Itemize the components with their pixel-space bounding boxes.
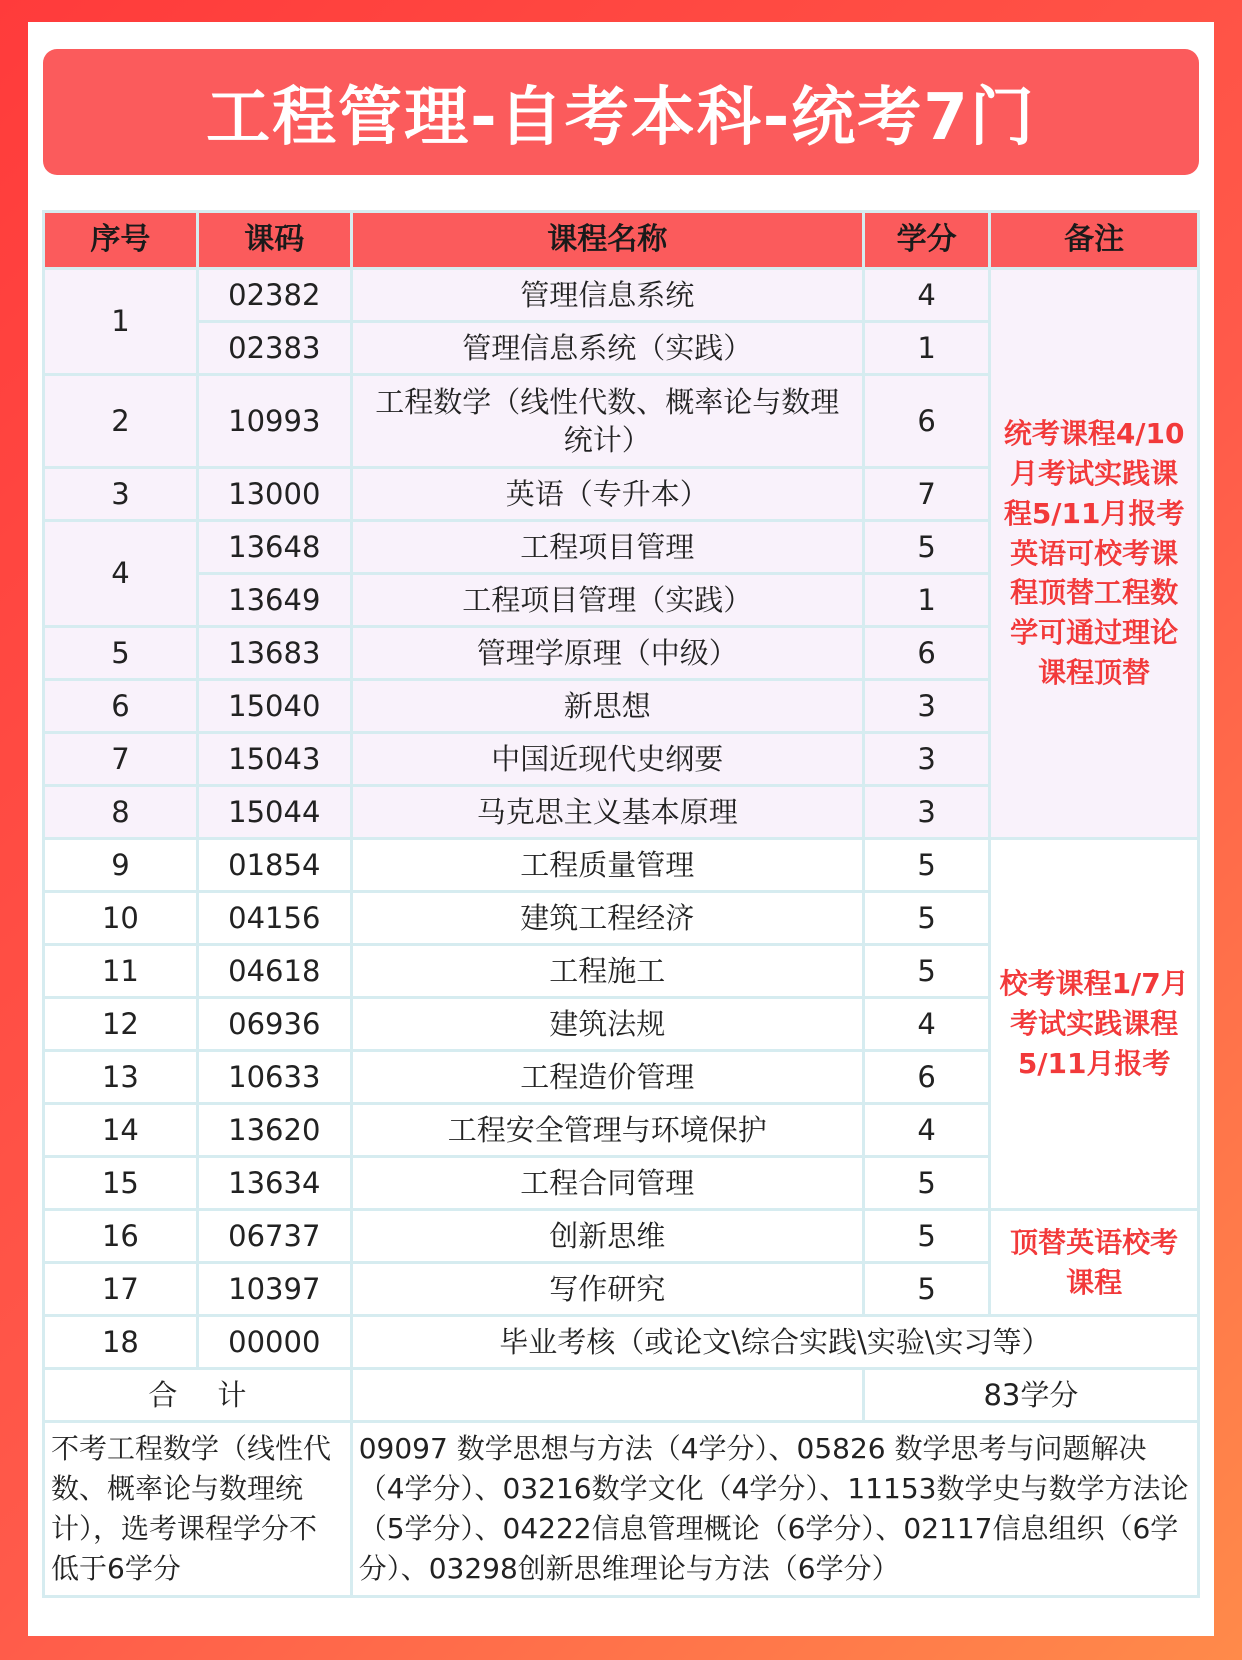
- row-credit: 5: [863, 945, 989, 998]
- row-code: 04618: [197, 945, 351, 998]
- row-code: 01854: [197, 839, 351, 892]
- row-no: 9: [44, 839, 198, 892]
- row-name: 工程数学（线性代数、概率论与数理统计）: [351, 375, 863, 468]
- header-note: 备注: [990, 212, 1199, 269]
- course-table: [42, 210, 1200, 1598]
- row-code: 04156: [197, 892, 351, 945]
- row-credit: 3: [863, 733, 989, 786]
- row-credit: 1: [863, 322, 989, 375]
- row-credit: 4: [863, 998, 989, 1051]
- row-name: 管理学原理（中级）: [351, 627, 863, 680]
- note-unified: 统考课程4/10月考试实践课程5/11月报考英语可校考课程顶替工程数学可通过理论课程顶替: [990, 269, 1199, 839]
- row-name: 工程安全管理与环境保护: [351, 1104, 863, 1157]
- footer-row: [44, 1422, 1199, 1597]
- table-header-row: [44, 212, 1199, 269]
- row-credit: 5: [863, 1263, 989, 1316]
- row-name: 建筑工程经济: [351, 892, 863, 945]
- row-no: 18: [44, 1316, 198, 1369]
- row-name: 英语（专升本）: [351, 468, 863, 521]
- row-credit: 5: [863, 839, 989, 892]
- row-code: 06936: [197, 998, 351, 1051]
- row-no: 15: [44, 1157, 198, 1210]
- row-no: 5: [44, 627, 198, 680]
- row-credit: 6: [863, 375, 989, 468]
- row-no: 4: [44, 521, 198, 627]
- row-name: 工程施工: [351, 945, 863, 998]
- row-code: 10633: [197, 1051, 351, 1104]
- total-blank: [351, 1369, 863, 1422]
- row-credit: 4: [863, 1104, 989, 1157]
- footer-left-note: 不考工程数学（线性代数、概率论与数理统计），选考课程学分不低于6学分: [44, 1422, 352, 1597]
- row-credit: 5: [863, 521, 989, 574]
- total-row: [44, 1369, 1199, 1422]
- row-code: 15040: [197, 680, 351, 733]
- row-credit: 1: [863, 574, 989, 627]
- total-label: 合计: [44, 1369, 352, 1422]
- row-name: 中国近现代史纲要: [351, 733, 863, 786]
- row-no: 8: [44, 786, 198, 839]
- row-name: 工程造价管理: [351, 1051, 863, 1104]
- header-name: 课程名称: [351, 212, 863, 269]
- row-no: 3: [44, 468, 198, 521]
- row-credit: 5: [863, 892, 989, 945]
- row-credit: 7: [863, 468, 989, 521]
- table-row: [44, 1210, 1199, 1263]
- header-no: 序号: [44, 212, 198, 269]
- row-no: 12: [44, 998, 198, 1051]
- row-code: 13649: [197, 574, 351, 627]
- row-code: 13683: [197, 627, 351, 680]
- row-credit: 5: [863, 1210, 989, 1263]
- table-row: [44, 269, 1199, 322]
- row-name: 创新思维: [351, 1210, 863, 1263]
- row-code: 13648: [197, 521, 351, 574]
- row-no: 6: [44, 680, 198, 733]
- row-credit: 6: [863, 627, 989, 680]
- row-name: 工程质量管理: [351, 839, 863, 892]
- page-title: 工程管理-自考本科-统考7门: [43, 49, 1199, 175]
- row-credit: 4: [863, 269, 989, 322]
- row-credit: 5: [863, 1157, 989, 1210]
- note-replace: 顶替英语校考课程: [990, 1210, 1199, 1316]
- row-credit: 3: [863, 786, 989, 839]
- row-name: 马克思主义基本原理: [351, 786, 863, 839]
- row-code: 02382: [197, 269, 351, 322]
- row-no: 16: [44, 1210, 198, 1263]
- row-code: 06737: [197, 1210, 351, 1263]
- row-no: 13: [44, 1051, 198, 1104]
- row-name: 管理信息系统: [351, 269, 863, 322]
- row-name: 毕业考核（或论文\综合实践\实验\实习等）: [351, 1316, 1198, 1369]
- row-no: 10: [44, 892, 198, 945]
- row-code: 15044: [197, 786, 351, 839]
- row-code: 10397: [197, 1263, 351, 1316]
- row-code: 02383: [197, 322, 351, 375]
- row-no: 1: [44, 269, 198, 375]
- row-code: 13000: [197, 468, 351, 521]
- row-no: 11: [44, 945, 198, 998]
- row-name: 工程合同管理: [351, 1157, 863, 1210]
- row-code: 00000: [197, 1316, 351, 1369]
- row-credit: 3: [863, 680, 989, 733]
- row-code: 13620: [197, 1104, 351, 1157]
- row-name: 写作研究: [351, 1263, 863, 1316]
- note-school: 校考课程1/7月考试实践课程5/11月报考: [990, 839, 1199, 1210]
- content-card: [28, 22, 1214, 1636]
- row-name: 管理信息系统（实践）: [351, 322, 863, 375]
- table-row: [44, 839, 1199, 892]
- row-name: 工程项目管理: [351, 521, 863, 574]
- table-row-thesis: [44, 1316, 1199, 1369]
- header-code: 课码: [197, 212, 351, 269]
- row-no: 14: [44, 1104, 198, 1157]
- row-no: 7: [44, 733, 198, 786]
- row-credit: 6: [863, 1051, 989, 1104]
- row-no: 17: [44, 1263, 198, 1316]
- row-name: 工程项目管理（实践）: [351, 574, 863, 627]
- total-value: 83学分: [863, 1369, 1198, 1422]
- row-name: 建筑法规: [351, 998, 863, 1051]
- row-code: 10993: [197, 375, 351, 468]
- row-code: 13634: [197, 1157, 351, 1210]
- header-credit: 学分: [863, 212, 989, 269]
- row-no: 2: [44, 375, 198, 468]
- footer-elective-list: 09097 数学思想与方法（4学分）、05826 数学思考与问题解决（4学分）、03216数学文化（4学分）、11153数学史与数学方法论（5学分）、04222信息管理概论（6学分）、02117信息组织（6学分）、03298创新思维理论与方法（6学分）: [351, 1422, 1198, 1597]
- row-name: 新思想: [351, 680, 863, 733]
- row-code: 15043: [197, 733, 351, 786]
